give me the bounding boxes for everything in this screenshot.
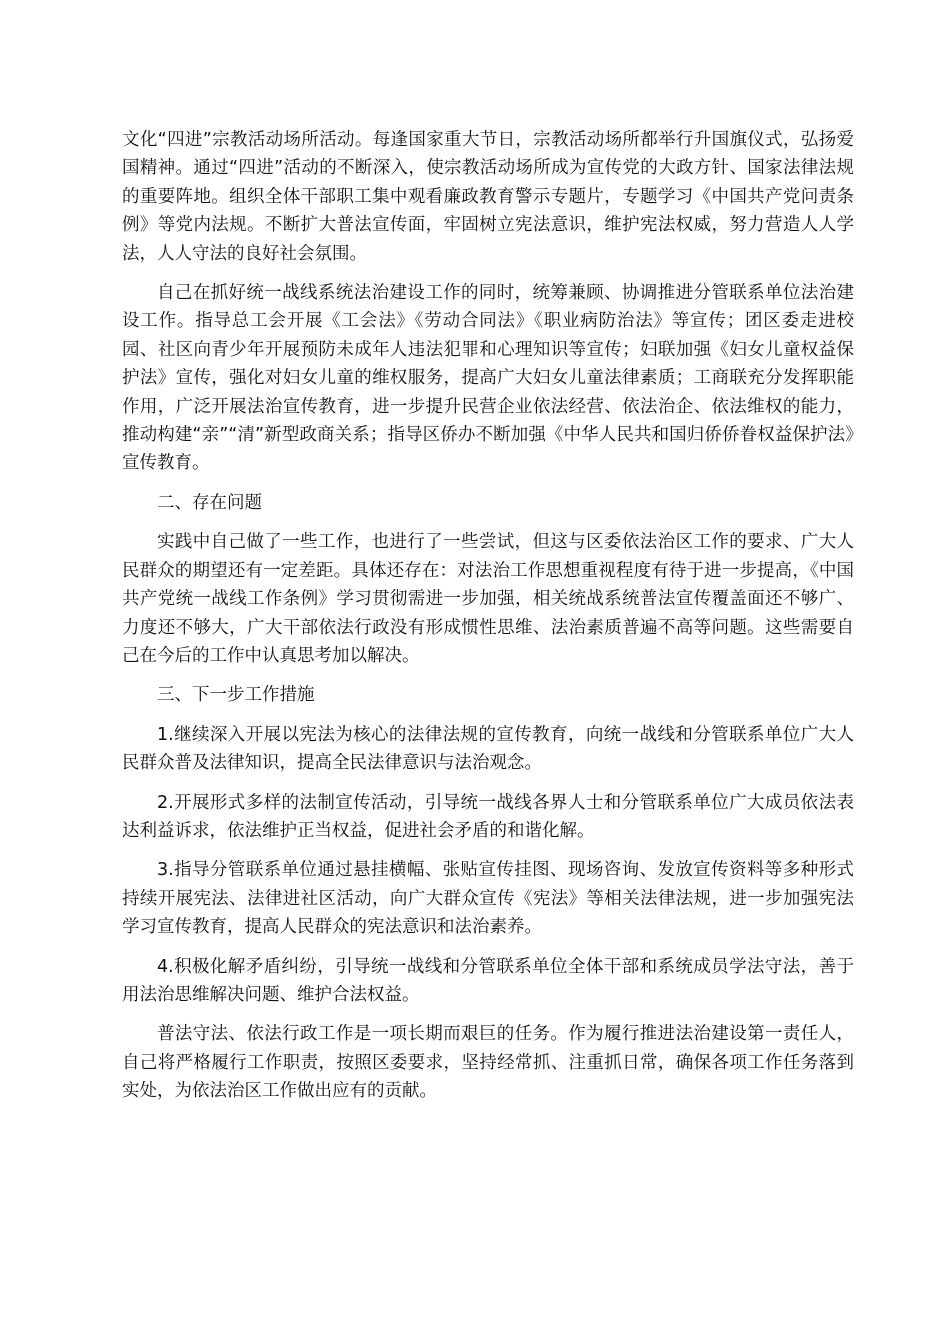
section-heading-problems: 二、存在问题 <box>157 492 262 513</box>
paragraph-measure-2: 2.开展形式多样的法制宣传活动，引导统一战线各界人士和分管联系单位广大成员依法表达利益诉求，依法维护正当权益，促进社会矛盾的和谐化解。 <box>122 792 854 841</box>
document-page <box>122 126 854 1117</box>
paragraph-measure-4: 4.积极化解矛盾纠纷，引导统一战线和分管联系单位全体干部和系统成员学法守法，善于用法治思维解决问题、维护合法权益。 <box>122 956 854 1005</box>
paragraph-conclusion: 普法守法、依法行政工作是一项长期而艰巨的任务。作为履行推进法治建设第一责任人，自己将严格履行工作职责，按照区委要求，坚持经常抓、注重抓日常，确保各项工作任务落到实处，为依法治区工作做出应有的贡献。 <box>122 1024 854 1102</box>
section-heading-next-steps: 三、下一步工作措施 <box>157 685 315 706</box>
paragraph-united-front-legal-work: 自己在抓好统一战线系统法治建设工作的同时，统筹兼顾、协调推进分管联系单位法治建设工作。指导总工会开展《工会法》《劳动合同法》《职业病防治法》等宣传；团区委走进校园、社区向青少年开展预防未成年人违法犯罪和心理知识等宣传；妇联加强《妇女儿童权益保护法》宣传，强化对妇女儿童的维权服务，提高广大妇女儿童法律素质；工商联充分发挥职能作用，广泛开展法治宣传教育，进一步提升民营企业依法经营、依法治企、依法维权的能力，推动构建“亲”“清”新型政商关系；指导区侨办不断加强《中华人民共和国归侨侨眷权益保护法》宣传教育。 <box>122 283 854 474</box>
paragraph-measure-1: 1.继续深入开展以宪法为核心的法律法规的宣传教育，向统一战线和分管联系单位广大人民群众普及法律知识，提高全民法律意识与法治观念。 <box>122 724 854 774</box>
paragraph-problems: 实践中自己做了一些工作，也进行了一些尝试，但这与区委依法治区工作的要求、广大人民群众的期望还有一定差距。具体还存在：对法治工作思想重视程度有待于进一步提高，《中国共产党统一战线工作条例》学习贯彻需进一步加强，相关统战系统普法宣传覆盖面还不够广、力度还不够大，广大干部依法行政没有形成惯性思维、法治素质普遍不高等问题。这些需要自己在今后的工作中认真思考加以解决。 <box>122 532 854 666</box>
paragraph-continuation: 文化“四进”宗教活动场所活动。每逢国家重大节日，宗教活动场所都举行升国旗仪式，弘扬爱国精神。通过“四进”活动的不断深入，使宗教活动场所成为宣传党的大政方针、国家法律法规的重要阵地。组织全体干部职工集中观看廉政教育警示专题片，专题学习《中国共产党问责条例》等党内法规。不断扩大普法宣传面，牢固树立宪法意识，维护宪法权威，努力营造人人学法，人人守法的良好社会氛围。 <box>122 130 854 264</box>
paragraph-measure-3: 3.指导分管联系单位通过悬挂横幅、张贴宣传挂图、现场咨询、发放宣传资料等多种形式持续开展宪法、法律进社区活动，向广大群众宣传《宪法》等相关法律法规，进一步加强宪法学习宣传教育，提高人民群众的宪法意识和法治素养。 <box>122 860 854 938</box>
